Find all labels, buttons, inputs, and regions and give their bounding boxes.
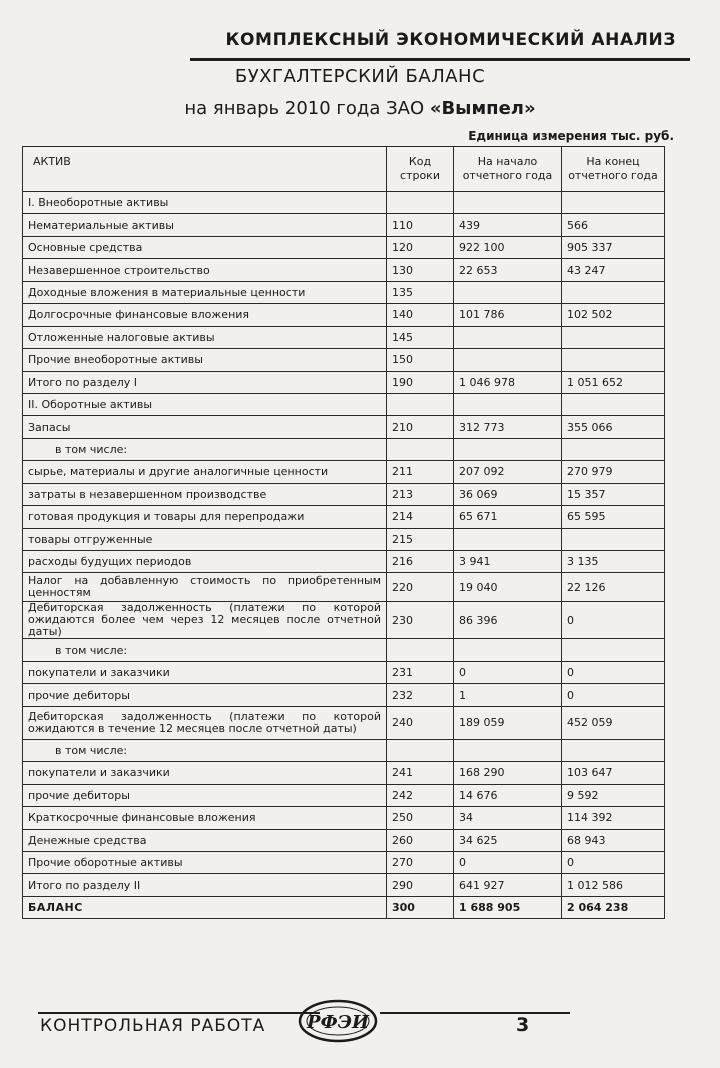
row-start-value: 34 625 (454, 829, 562, 851)
row-end-value: 0 (562, 602, 665, 639)
row-name: I. Внеоборотные активы (23, 192, 387, 214)
row-name: Дебиторская задолженность (платежи по которой ожидаются более чем через 12 месяцев после отчетной даты) (23, 602, 387, 639)
row-start-value: 1 (454, 684, 562, 706)
row-name: Краткосрочные финансовые вложения (23, 807, 387, 829)
row-name: покупатели и заказчики (23, 762, 387, 784)
row-end-value: 9 592 (562, 784, 665, 806)
row-end-value (562, 438, 665, 460)
row-name: Прочие оборотные активы (23, 851, 387, 873)
row-start-value (454, 349, 562, 371)
balance-table-body (23, 192, 665, 919)
row-end-value: 1 012 586 (562, 874, 665, 896)
table-row (23, 661, 665, 683)
row-start-value: 101 786 (454, 304, 562, 326)
row-name: в том числе: (23, 438, 387, 460)
footer-rule-left (38, 1012, 320, 1014)
table-row (23, 192, 665, 214)
table-row (23, 851, 665, 873)
row-start-value: 168 290 (454, 762, 562, 784)
row-name: Итого по разделу I (23, 371, 387, 393)
header-end: На конец отчетного года (562, 147, 665, 192)
table-row (23, 506, 665, 528)
row-end-value (562, 639, 665, 661)
row-code: 232 (387, 684, 454, 706)
company-name: «Вымпел» (429, 98, 536, 119)
row-end-value: 65 595 (562, 506, 665, 528)
table-header-row (23, 147, 665, 192)
table-row (23, 829, 665, 851)
row-name: в том числе: (23, 639, 387, 661)
row-end-value (562, 349, 665, 371)
table-row (23, 349, 665, 371)
row-code: 145 (387, 326, 454, 348)
header-code: Код строки (387, 147, 454, 192)
row-start-value: 34 (454, 807, 562, 829)
row-start-value (454, 281, 562, 303)
row-name: товары отгруженные (23, 528, 387, 550)
header-start: На начало отчетного года (454, 147, 562, 192)
table-row (23, 739, 665, 761)
table-row (23, 304, 665, 326)
row-code: 231 (387, 661, 454, 683)
header-activ: АКТИВ (23, 147, 387, 192)
row-end-value: 3 135 (562, 551, 665, 573)
row-name: затраты в незавершенном производстве (23, 483, 387, 505)
row-name: Прочие внеоборотные активы (23, 349, 387, 371)
document-subtitle (0, 98, 720, 119)
row-name: Запасы (23, 416, 387, 438)
row-end-value: 0 (562, 684, 665, 706)
row-end-value: 68 943 (562, 829, 665, 851)
row-code: 110 (387, 214, 454, 236)
row-name: расходы будущих периодов (23, 551, 387, 573)
row-start-value: 1 688 905 (454, 896, 562, 918)
table-row (23, 393, 665, 415)
table-row (23, 762, 665, 784)
table-row (23, 483, 665, 505)
row-start-value (454, 639, 562, 661)
row-name: в том числе: (23, 739, 387, 761)
row-name: прочие дебиторы (23, 784, 387, 806)
row-code: 260 (387, 829, 454, 851)
row-start-value (454, 393, 562, 415)
row-code (387, 192, 454, 214)
row-end-value: 905 337 (562, 236, 665, 258)
row-name: готовая продукция и товары для перепродажи (23, 506, 387, 528)
row-start-value: 22 653 (454, 259, 562, 281)
row-start-value (454, 528, 562, 550)
logo-text: РФЭИ (307, 1012, 369, 1033)
balance-table (22, 146, 665, 919)
row-end-value (562, 326, 665, 348)
header-bar (190, 22, 690, 61)
row-name: Доходные вложения в материальные ценности (23, 281, 387, 303)
row-end-value: 15 357 (562, 483, 665, 505)
table-row (23, 639, 665, 661)
table-row (23, 259, 665, 281)
table-row (23, 461, 665, 483)
row-end-value: 1 051 652 (562, 371, 665, 393)
row-end-value: 102 502 (562, 304, 665, 326)
table-row (23, 807, 665, 829)
row-name: Налог на добавленную стоимость по приобретенным ценностям (23, 573, 387, 602)
table-row (23, 214, 665, 236)
document-title: БУХГАЛТЕРСКИЙ БАЛАНС (234, 66, 486, 87)
row-end-value (562, 528, 665, 550)
row-end-value: 0 (562, 851, 665, 873)
row-start-value: 86 396 (454, 602, 562, 639)
row-end-value: 270 979 (562, 461, 665, 483)
row-code: 130 (387, 259, 454, 281)
row-end-value (562, 393, 665, 415)
row-code: 220 (387, 573, 454, 602)
table-row (23, 706, 665, 739)
row-start-value: 312 773 (454, 416, 562, 438)
footer-label: КОНТРОЛЬНАЯ РАБОТА (40, 1016, 266, 1036)
row-start-value (454, 739, 562, 761)
row-code: 190 (387, 371, 454, 393)
table-row (23, 326, 665, 348)
row-start-value: 207 092 (454, 461, 562, 483)
row-code (387, 739, 454, 761)
row-code: 215 (387, 528, 454, 550)
row-name: Нематериальные активы (23, 214, 387, 236)
row-name: Долгосрочные финансовые вложения (23, 304, 387, 326)
row-start-value (454, 192, 562, 214)
table-row (23, 416, 665, 438)
table-row (23, 896, 665, 918)
row-start-value: 36 069 (454, 483, 562, 505)
table-row (23, 551, 665, 573)
row-end-value (562, 739, 665, 761)
row-code: 150 (387, 349, 454, 371)
row-code: 211 (387, 461, 454, 483)
row-code (387, 438, 454, 460)
subtitle-prefix: на январь 2010 года ЗАО (184, 98, 430, 119)
row-start-value: 65 671 (454, 506, 562, 528)
row-code: 216 (387, 551, 454, 573)
table-row (23, 874, 665, 896)
row-start-value: 922 100 (454, 236, 562, 258)
row-name: Основные средства (23, 236, 387, 258)
row-end-value: 0 (562, 661, 665, 683)
table-row (23, 784, 665, 806)
row-code: 242 (387, 784, 454, 806)
row-code: 300 (387, 896, 454, 918)
row-end-value: 566 (562, 214, 665, 236)
row-start-value: 0 (454, 851, 562, 873)
row-end-value: 103 647 (562, 762, 665, 784)
table-row (23, 371, 665, 393)
row-end-value (562, 192, 665, 214)
row-code: 135 (387, 281, 454, 303)
row-name: БАЛАНС (23, 896, 387, 918)
header-title: КОМПЛЕКСНЫЙ ЭКОНОМИЧЕСКИЙ АНАЛИЗ (225, 30, 676, 50)
page-number: 3 (516, 1014, 530, 1036)
unit-note: Единица измерения тыс. руб. (468, 129, 674, 143)
row-code: 214 (387, 506, 454, 528)
row-start-value: 3 941 (454, 551, 562, 573)
table-row (23, 684, 665, 706)
row-name: Незавершенное строительство (23, 259, 387, 281)
row-start-value: 14 676 (454, 784, 562, 806)
row-name: прочие дебиторы (23, 684, 387, 706)
table-row (23, 573, 665, 602)
row-name: покупатели и заказчики (23, 661, 387, 683)
row-start-value: 641 927 (454, 874, 562, 896)
row-code: 250 (387, 807, 454, 829)
row-start-value (454, 326, 562, 348)
row-code: 230 (387, 602, 454, 639)
row-name: Дебиторская задолженность (платежи по которой ожидаются в течение 12 месяцев после отчетной даты) (23, 706, 387, 739)
row-start-value: 0 (454, 661, 562, 683)
row-code: 240 (387, 706, 454, 739)
row-end-value (562, 281, 665, 303)
row-end-value: 22 126 (562, 573, 665, 602)
rfei-logo-icon (296, 996, 380, 1046)
row-code: 270 (387, 851, 454, 873)
row-code (387, 393, 454, 415)
table-row (23, 602, 665, 639)
row-code: 290 (387, 874, 454, 896)
row-code: 120 (387, 236, 454, 258)
row-code: 210 (387, 416, 454, 438)
table-row (23, 281, 665, 303)
row-end-value: 452 059 (562, 706, 665, 739)
row-name: II. Оборотные активы (23, 393, 387, 415)
row-name: Отложенные налоговые активы (23, 326, 387, 348)
row-start-value: 19 040 (454, 573, 562, 602)
row-code: 140 (387, 304, 454, 326)
row-start-value: 439 (454, 214, 562, 236)
row-end-value: 114 392 (562, 807, 665, 829)
row-end-value: 355 066 (562, 416, 665, 438)
row-code: 213 (387, 483, 454, 505)
row-end-value: 43 247 (562, 259, 665, 281)
table-row (23, 438, 665, 460)
row-start-value: 189 059 (454, 706, 562, 739)
row-name: сырье, материалы и другие аналогичные ценности (23, 461, 387, 483)
row-start-value (454, 438, 562, 460)
row-name: Итого по разделу II (23, 874, 387, 896)
row-name: Денежные средства (23, 829, 387, 851)
row-end-value: 2 064 238 (562, 896, 665, 918)
footer-rule-right (380, 1012, 570, 1014)
table-row (23, 528, 665, 550)
table-row (23, 236, 665, 258)
row-start-value: 1 046 978 (454, 371, 562, 393)
row-code: 241 (387, 762, 454, 784)
row-code (387, 639, 454, 661)
